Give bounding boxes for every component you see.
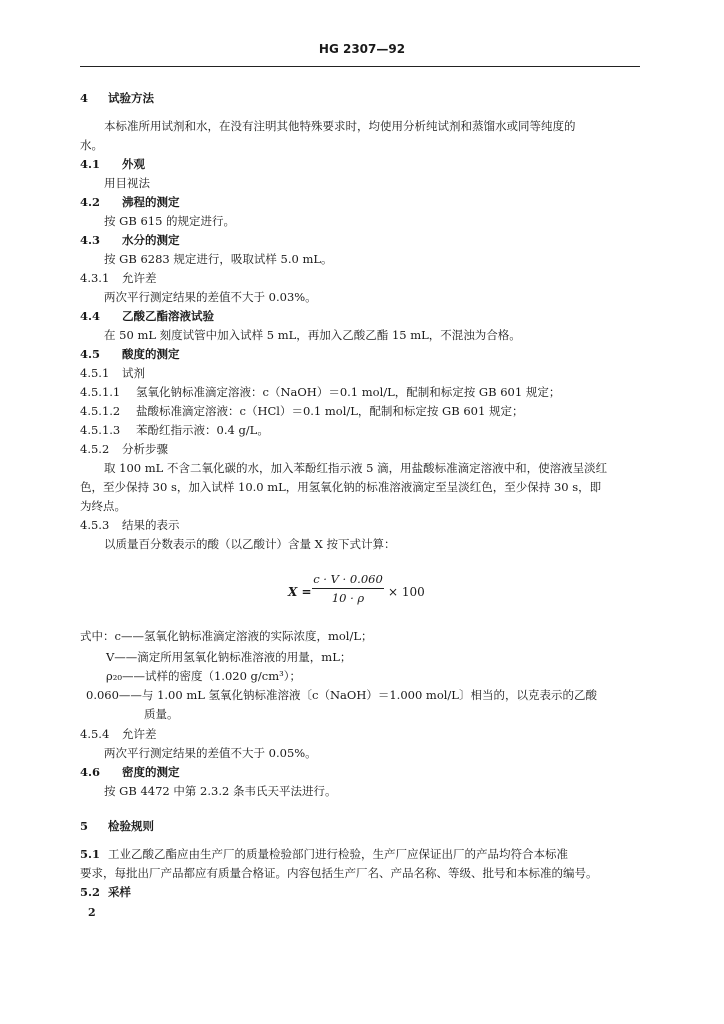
section-number: 5 (80, 819, 89, 833)
where-line-5: 质量。 (144, 707, 179, 721)
section-number: 4.3 (80, 233, 101, 247)
reagent-text: 苯酚红指示液：0.4 g/L。 (136, 423, 269, 437)
section-4-5-4-heading (80, 726, 157, 742)
where-line-1: 式中：c——氢氧化钠标准滴定溶液的实际浓度，mol/L； (80, 629, 373, 643)
section-number: 5.1 (80, 847, 101, 861)
section-4-5-4-body: 两次平行测定结果的差值不大于 0.05%。 (104, 746, 317, 760)
section-4-3-body: 按 GB 6283 规定进行，吸取试样 5.0 mL。 (104, 252, 333, 266)
section-number: 4.1 (80, 157, 101, 171)
section-4-1-heading (80, 156, 145, 172)
section-number: 4.5.2 (80, 442, 110, 456)
section-title: 酸度的测定 (122, 347, 180, 361)
section-4-2-heading (80, 194, 180, 210)
section-4-2-body: 按 GB 615 的规定进行。 (104, 214, 236, 228)
section-number: 4.5.1.1 (80, 385, 121, 399)
procedure-line-1: 取 100 mL 不含二氧化碳的水，加入苯酚红指示液 5 滴，用盐酸标准滴定溶液中和，使溶液呈淡红 (104, 461, 608, 475)
section-4-3-heading (80, 232, 180, 248)
formula-lhs: X = (288, 585, 312, 599)
section-title: 沸程的测定 (122, 195, 180, 209)
section-number: 4.5.1.3 (80, 423, 121, 437)
section-title: 密度的测定 (122, 765, 180, 779)
procedure-line-3: 为终点。 (80, 499, 126, 513)
section-title: 检验规则 (108, 819, 154, 833)
formula-denominator: 10 · ρ (331, 591, 365, 605)
where-line-2: V——滴定所用氢氧化钠标准溶液的用量，mL； (106, 650, 352, 664)
intro-line-2: 水。 (80, 138, 103, 152)
section-4-5-1-2 (80, 403, 523, 419)
document-header-code: HG 2307—92 (318, 42, 406, 56)
section-title: 采样 (108, 885, 131, 899)
section-4-5-2-heading (80, 441, 168, 457)
section-number: 4.5 (80, 347, 101, 361)
section-4-4-heading (80, 308, 214, 324)
section-number: 4 (80, 91, 89, 105)
section-number: 4.2 (80, 195, 101, 209)
paragraph-text: 工业乙酸乙酯应由生产厂的质量检验部门进行检验，生产厂应保证出厂的产品均符合本标准 (108, 847, 568, 861)
section-4-5-1-1 (80, 384, 560, 400)
section-4-4-body: 在 50 mL 刻度试管中加入试样 5 mL，再加入乙酸乙酯 15 mL，不混浊为合格。 (104, 328, 521, 342)
acidity-formula (288, 572, 448, 616)
formula-fraction (312, 572, 384, 605)
section-title: 水分的测定 (122, 233, 180, 247)
header-rule (80, 66, 640, 67)
section-title: 结果的表示 (122, 518, 180, 532)
where-line-3: ρ₂₀——试样的密度（1.020 g/cm³）； (106, 669, 301, 683)
section-title: 试剂 (122, 366, 145, 380)
reagent-text: 盐酸标准滴定溶液：c（HCl）＝0.1 mol/L，配制和标定按 GB 601 规定； (136, 404, 524, 418)
formula-numerator: c · V · 0.060 (313, 572, 383, 586)
section-title: 允许差 (122, 727, 157, 741)
section-number: 4.5.3 (80, 518, 110, 532)
intro-line-1: 本标准所用试剂和水，在没有注明其他特殊要求时，均使用分析纯试剂和蒸馏水或同等纯度的 (104, 119, 576, 133)
section-4-5-1-3 (80, 422, 269, 438)
page-number: 2 (88, 906, 96, 919)
formula-rhs: × 100 (388, 585, 425, 599)
section-title: 外观 (122, 157, 145, 171)
section-4-6-body: 按 GB 4472 中第 2.3.2 条韦氏天平法进行。 (104, 784, 337, 798)
section-title: 允许差 (122, 271, 157, 285)
section-title: 分析步骤 (122, 442, 168, 456)
section-4-5-1-heading (80, 365, 145, 381)
section-number: 4.5.4 (80, 727, 110, 741)
procedure-line-2: 色，至少保持 30 s，加入试样 10.0 mL，用氢氧化钠的标准溶液滴定至呈淡红色，至少保持 30 s，即 (80, 480, 602, 494)
section-4-5-3-body: 以质量百分数表示的酸（以乙酸计）含量 X 按下式计算： (104, 537, 396, 551)
section-number: 4.4 (80, 309, 101, 323)
section-number: 4.5.1 (80, 366, 110, 380)
section-title: 乙酸乙酯溶液试验 (122, 309, 214, 323)
section-4-3-1-body: 两次平行测定结果的差值不大于 0.03%。 (104, 290, 317, 304)
section-4-6-heading (80, 764, 180, 780)
reagent-text: 氢氧化钠标准滴定溶液：c（NaOH）＝0.1 mol/L，配制和标定按 GB 601 规定； (136, 385, 561, 399)
section-5-heading (80, 818, 154, 834)
section-4-5-heading (80, 346, 180, 362)
section-number: 5.2 (80, 885, 101, 899)
section-4-heading (80, 90, 154, 106)
section-4-1-body: 用目视法 (104, 176, 150, 190)
section-number: 4.3.1 (80, 271, 110, 285)
where-line-4: 0.060——与 1.00 mL 氢氧化钠标准溶液〔c（NaOH）＝1.000 mol/L〕相当的，以克表示的乙酸 (86, 688, 597, 702)
section-5-1-line-1 (80, 846, 568, 862)
section-5-2-heading (80, 884, 131, 900)
section-number: 4.5.1.2 (80, 404, 121, 418)
section-number: 4.6 (80, 765, 101, 779)
section-title: 试验方法 (108, 91, 154, 105)
fraction-bar (312, 588, 384, 589)
section-4-5-3-heading (80, 517, 180, 533)
section-4-3-1-heading (80, 270, 157, 286)
section-5-1-line-2: 要求，每批出厂产品都应有质量合格证。内容包括生产厂名、产品名称、等级、批号和本标准的编号。 (80, 866, 598, 880)
